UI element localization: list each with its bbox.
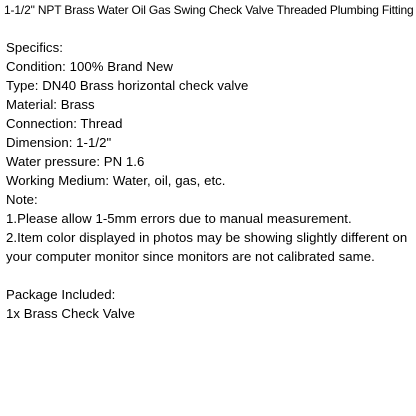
spec-type: Type: DN40 Brass horizontal check valve: [6, 78, 249, 93]
spec-dimension: Dimension: 1-1/2": [6, 135, 112, 150]
product-title: 1-1/2" NPT Brass Water Oil Gas Swing Check Valve Threaded Plumbing Fitting: [4, 3, 414, 17]
spec-medium: Working Medium: Water, oil, gas, etc.: [6, 173, 226, 188]
note-heading: Note:: [6, 192, 38, 207]
note-line-2-continued: your computer monitor since monitors are not calibrated same.: [6, 249, 375, 264]
specifics-heading: Specifics:: [6, 40, 63, 55]
spec-pressure: Water pressure: PN 1.6: [6, 154, 145, 169]
spec-connection: Connection: Thread: [6, 116, 123, 131]
note-line-1: 1.Please allow 1-5mm errors due to manual measurement.: [6, 211, 352, 226]
package-heading: Package Included:: [6, 287, 116, 302]
package-item: 1x Brass Check Valve: [6, 306, 136, 321]
note-line-2: 2.Item color displayed in photos may be showing slightly different on: [6, 230, 408, 245]
spec-material: Material: Brass: [6, 97, 95, 112]
spec-condition: Condition: 100% Brand New: [6, 59, 173, 74]
